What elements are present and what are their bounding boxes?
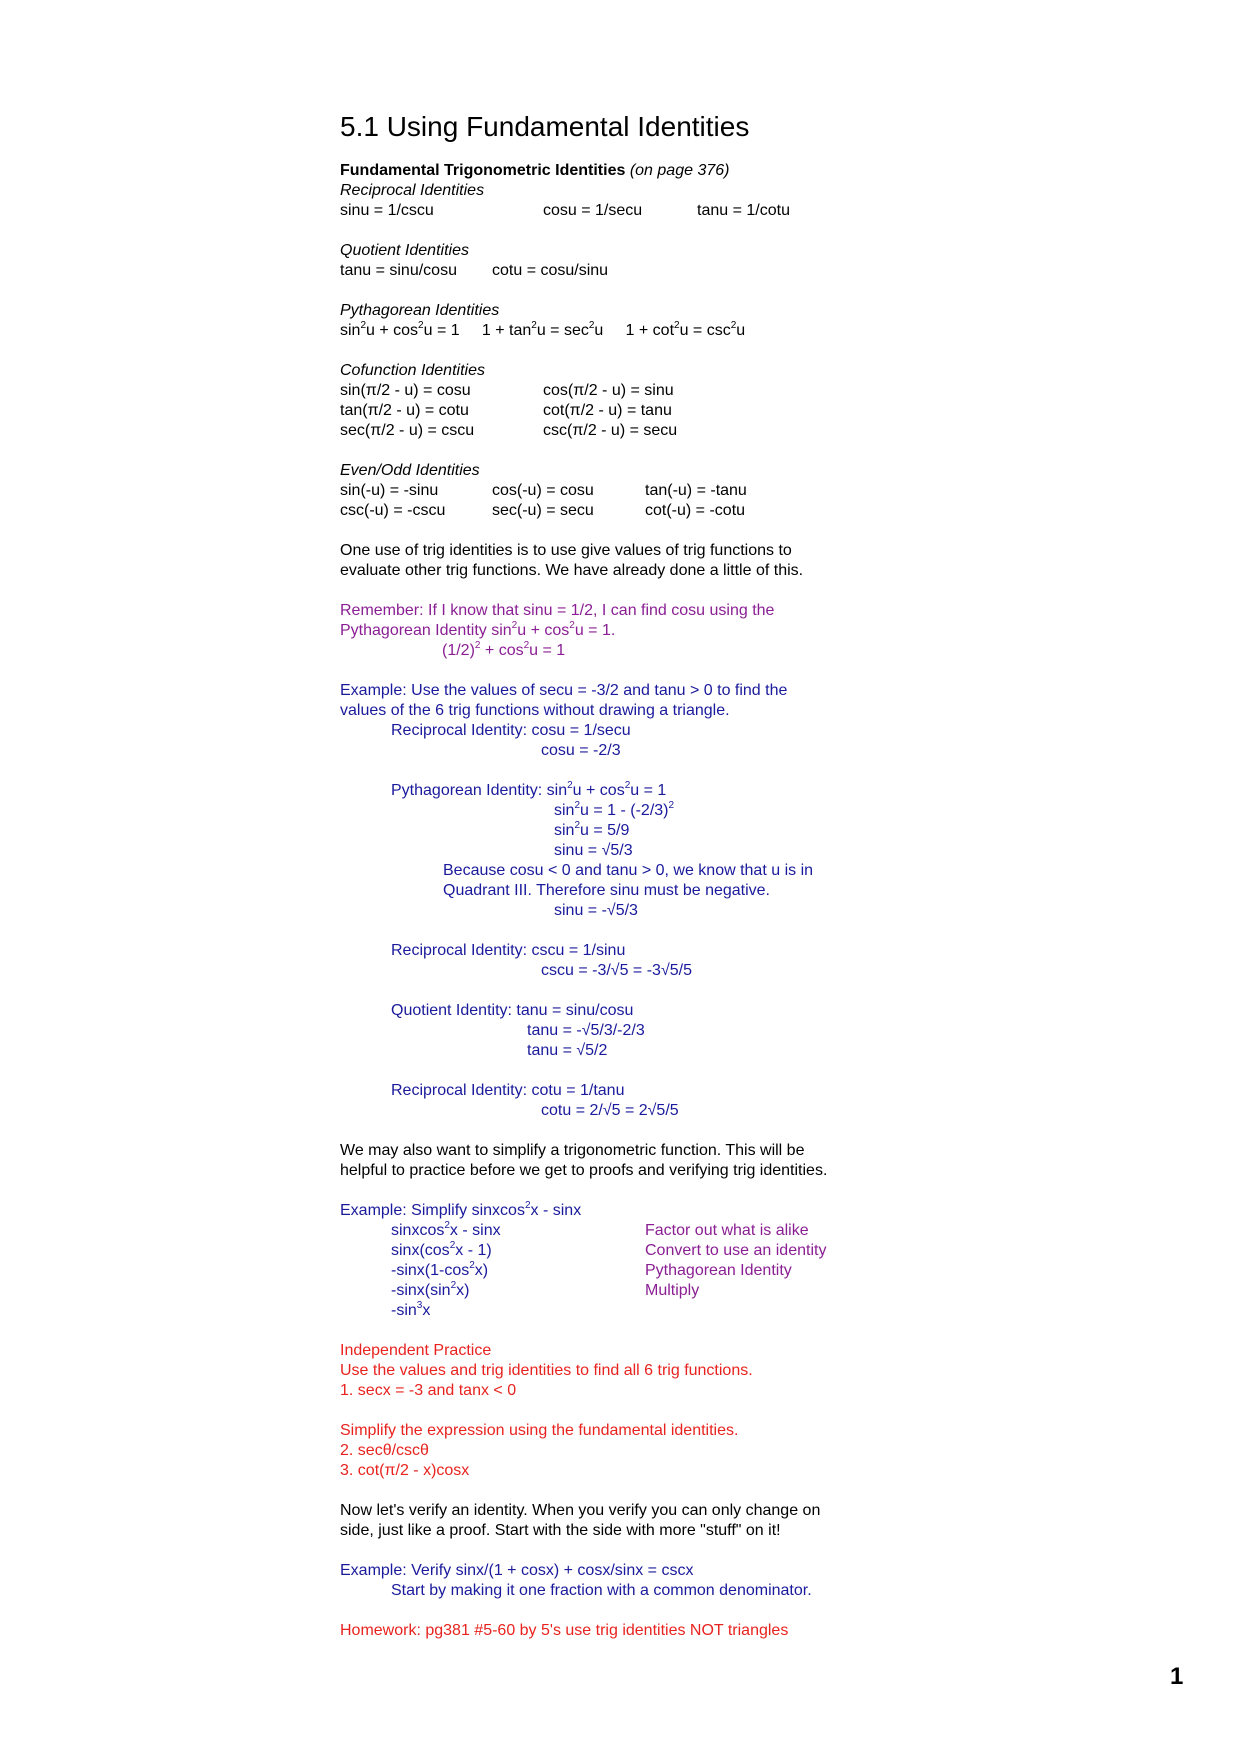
example2-heading: Example: Simplify sinxcos$^2$x - sinx (340, 1200, 582, 1219)
example1-because-2: Quadrant III. Therefore sinu must be negative. (443, 882, 770, 899)
reciprocal-heading: Reciprocal Identities (340, 182, 485, 199)
evenodd-sin: sin(-u) = -sinu (340, 482, 439, 499)
fundamental-page-ref: (on page 376) (629, 162, 730, 179)
pythagorean-identities: $\sin^2u + \cos^2u = 1$ $1 + \tan^2u = \sec^2u$ $1 + \cot^2u = \csc^2u$ (340, 320, 746, 339)
page-title: 5.1 Using Fundamental Identities (340, 111, 750, 142)
example1-tan-1: Quotient Identity: tanu = sinu/cosu (391, 1002, 634, 1019)
cofunction-tan: tan(π/2 - u) = cotu (340, 402, 469, 419)
example1-recip-2: cosu = -2/3 (541, 742, 621, 759)
example2-step-4: $-\sin x(\sin^2x)$ (391, 1280, 470, 1299)
reciprocal-tan: tanu = 1/cotu (697, 202, 790, 219)
cofunction-heading: Cofunction Identities (340, 362, 485, 379)
practice-line-2: Simplify the expression using the fundamental identities. (340, 1422, 739, 1439)
quotient-tan: tanu = sinu/cosu (340, 262, 457, 279)
evenodd-cot: cot(-u) = -cotu (645, 502, 746, 519)
evenodd-heading: Even/Odd Identities (340, 462, 480, 479)
example1-line-2: values of the 6 trig functions without drawing a triangle. (340, 702, 730, 719)
example1-pyth-1: Pythagorean Identity: $\sin^2u + \cos^2u = 1$ (391, 780, 667, 799)
example2-note-4: Multiply (645, 1282, 700, 1299)
practice-line-1: Use the values and trig identities to find all 6 trig functions. (340, 1362, 753, 1379)
example1-csc-1: Reciprocal Identity: cscu = 1/sinu (391, 942, 626, 959)
quotient-heading: Quotient Identities (340, 242, 469, 259)
evenodd-sec: sec(-u) = secu (492, 502, 594, 519)
simplify-intro-2: helpful to practice before we get to proofs and verifying trig identities. (340, 1162, 828, 1179)
practice-q1: 1. secx = -3 and tanx < 0 (340, 1382, 517, 1399)
example1-sin-result: sinu = -√5/3 (554, 902, 638, 919)
quotient-cot: cotu = cosu/sinu (492, 262, 609, 279)
evenodd-csc: csc(-u) = -cscu (340, 502, 446, 519)
cofunction-sin: sin(π/2 - u) = cosu (340, 382, 471, 399)
fundamental-heading (340, 161, 729, 181)
evenodd-tan: tan(-u) = -tanu (645, 482, 747, 499)
example2-note-1: Factor out what is alike (645, 1222, 809, 1239)
practice-q3: 3. cot(π/2 - x)cosx (340, 1462, 470, 1479)
practice-heading: Independent Practice (340, 1342, 492, 1359)
cofunction-cos: cos(π/2 - u) = sinu (543, 382, 674, 399)
example2-step-1: sinxcos$^2$x - sinx (391, 1220, 501, 1239)
verify-intro-2: side, just like a proof. Start with the side with more "stuff" on it! (340, 1522, 781, 1539)
verify-intro-1: Now let's verify an identity. When you verify you can only change on (340, 1502, 821, 1519)
pythagorean-heading: Pythagorean Identities (340, 302, 500, 319)
example1-pyth-3-text: u = 5/9 (580, 822, 630, 839)
remember-line-1: Remember: If I know that sinu = 1/2, I can find cosu using the (340, 602, 775, 619)
example2-note-3: Pythagorean Identity (645, 1262, 792, 1279)
example2-step-5: $-\sin^3x$ (391, 1300, 431, 1319)
evenodd-cos: cos(-u) = cosu (492, 482, 594, 499)
example1-tan-2: tanu = -√5/3/-2/3 (527, 1022, 645, 1039)
example1-pyth-3: $\sin^2u = 5/9$ (554, 820, 630, 839)
fundamental-heading-text: Fundamental Trigonometric Identities (340, 162, 626, 179)
example1-pyth-4: sinu = √5/3 (554, 842, 633, 859)
example2-step-3: $-\sin x(1-\cos^2x)$ (391, 1260, 489, 1279)
reciprocal-sin: sinu = 1/cscu (340, 202, 434, 219)
example3-line-2: Start by making it one fraction with a common denominator. (391, 1582, 812, 1599)
cofunction-cot: cot(π/2 - u) = tanu (543, 402, 672, 419)
example2-note-2: Convert to use an identity (645, 1242, 827, 1259)
cofunction-csc: csc(π/2 - u) = secu (543, 422, 678, 439)
example1-recip-1: Reciprocal Identity: cosu = 1/secu (391, 722, 631, 739)
example1-cot-2: cotu = 2/√5 = 2√5/5 (541, 1102, 679, 1119)
example1-line-1: Example: Use the values of secu = -3/2 and tanu > 0 to find the (340, 682, 788, 699)
remember-line-2: Pythagorean Identity $\sin^2u + \cos^2u = 1$. (340, 620, 616, 639)
intro-line-2: evaluate other trig functions. We have already done a little of this. (340, 562, 804, 579)
simplify-intro-1: We may also want to simplify a trigonometric function. This will be (340, 1142, 805, 1159)
example1-cot-1: Reciprocal Identity: cotu = 1/tanu (391, 1082, 625, 1099)
practice-q2: 2. secθ/cscθ (340, 1442, 429, 1459)
remember-line-3: $(1/2)^2 + \cos^2u = 1$ (442, 640, 566, 659)
example1-tan-3: tanu = √5/2 (527, 1042, 608, 1059)
example3-line-1: Example: Verify sinx/(1 + cosx) + cosx/sinx = cscx (340, 1562, 694, 1579)
page-number: 1 (1170, 1663, 1184, 1690)
example1-csc-2: cscu = -3/√5 = -3√5/5 (541, 962, 692, 979)
example2-step-2: $\sin x(\cos^2x - 1)$ (391, 1240, 492, 1259)
homework: Homework: pg381 #5-60 by 5's use trig identities NOT triangles (340, 1622, 789, 1639)
example1-pyth-2: $\sin^2u = 1 - (-2/3)^2$ (554, 800, 675, 819)
example1-because-1: Because cosu < 0 and tanu > 0, we know that u is in (443, 862, 814, 879)
cofunction-sec: sec(π/2 - u) = cscu (340, 422, 475, 439)
reciprocal-cos: cosu = 1/secu (543, 202, 643, 219)
intro-line-1: One use of trig identities is to use give values of trig functions to (340, 542, 792, 559)
